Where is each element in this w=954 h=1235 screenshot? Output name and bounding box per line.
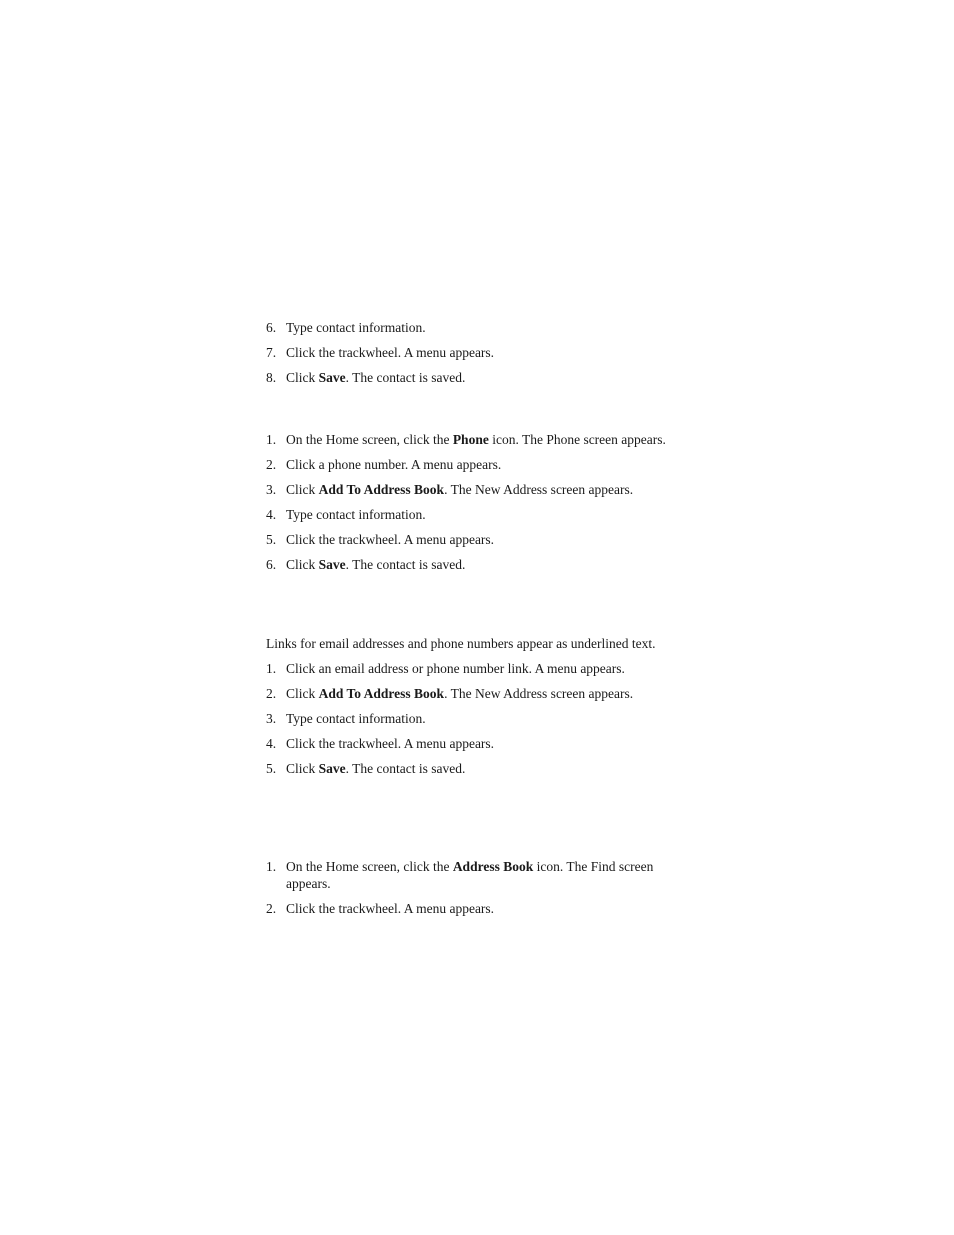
list-item	[266, 660, 690, 677]
step-text: Click an email address or phone number link. A menu appears.	[286, 661, 625, 676]
section-intro: Links for email addresses and phone numbers appear as underlined text.	[266, 636, 656, 651]
step-number: 4.	[266, 507, 277, 522]
step-text: Type contact information.	[286, 320, 426, 335]
step-bold-text: Save	[318, 557, 346, 572]
section-1	[266, 319, 690, 394]
step-text-post: icon. The Find screen appears.	[286, 859, 654, 891]
step-number: 5.	[266, 761, 277, 776]
list-item	[266, 431, 690, 448]
step-text-post: icon. The Phone screen appears.	[488, 432, 666, 447]
list-item	[266, 456, 690, 473]
step-number: 7.	[266, 345, 277, 360]
step-text-post: . The contact is saved.	[345, 761, 466, 776]
step-text: Click	[286, 686, 319, 701]
step-number: 5.	[266, 532, 277, 547]
step-text-post: . The New Address screen appears.	[444, 482, 634, 497]
step-number: 1.	[266, 859, 277, 874]
step-text: On the Home screen, click the	[286, 432, 453, 447]
step-text: Click	[286, 761, 319, 776]
list-item	[266, 858, 690, 892]
list-item	[266, 556, 690, 573]
step-list	[266, 660, 690, 777]
step-text: Click the trackwheel. A menu appears.	[286, 345, 495, 360]
step-number: 6.	[266, 557, 277, 572]
step-number: 6.	[266, 320, 277, 335]
step-text: Type contact information.	[286, 507, 426, 522]
step-text: Click the trackwheel. A menu appears.	[286, 532, 495, 547]
step-text: Click	[286, 557, 319, 572]
list-item	[266, 735, 690, 752]
step-bold-text: Save	[318, 761, 346, 776]
list-item	[266, 344, 690, 361]
step-number: 2.	[266, 457, 277, 472]
step-text: Type contact information.	[286, 711, 426, 726]
step-bold-text: Phone	[452, 432, 489, 447]
list-item	[266, 710, 690, 727]
step-text: Click the trackwheel. A menu appears.	[286, 736, 495, 751]
step-number: 2.	[266, 686, 277, 701]
step-bold-text: Add To Address Book	[318, 686, 445, 701]
step-bold-text: Save	[318, 370, 346, 385]
list-item	[266, 369, 690, 386]
step-text-post: . The contact is saved.	[345, 557, 466, 572]
step-bold-text: Address Book	[452, 859, 534, 874]
list-item	[266, 900, 690, 917]
list-item	[266, 685, 690, 702]
step-number: 2.	[266, 901, 277, 916]
step-number: 1.	[266, 661, 277, 676]
list-item	[266, 531, 690, 548]
step-number: 8.	[266, 370, 277, 385]
list-item	[266, 760, 690, 777]
step-bold-text: Add To Address Book	[318, 482, 445, 497]
list-item	[266, 506, 690, 523]
step-list	[266, 858, 690, 917]
step-text: Click a phone number. A menu appears.	[286, 457, 502, 472]
step-list	[266, 431, 690, 573]
step-number: 4.	[266, 736, 277, 751]
step-text: Click	[286, 370, 319, 385]
step-list	[266, 319, 690, 386]
section-2	[266, 431, 690, 581]
step-text: On the Home screen, click the	[286, 859, 453, 874]
list-item	[266, 319, 690, 336]
step-text: Click the trackwheel. A menu appears.	[286, 901, 495, 916]
step-number: 3.	[266, 711, 277, 726]
step-number: 1.	[266, 432, 277, 447]
section-3	[266, 635, 690, 785]
step-text-post: . The New Address screen appears.	[444, 686, 634, 701]
step-text: Click	[286, 482, 319, 497]
step-number: 3.	[266, 482, 277, 497]
list-item	[266, 481, 690, 498]
section-4	[266, 858, 690, 925]
step-text-post: . The contact is saved.	[345, 370, 466, 385]
